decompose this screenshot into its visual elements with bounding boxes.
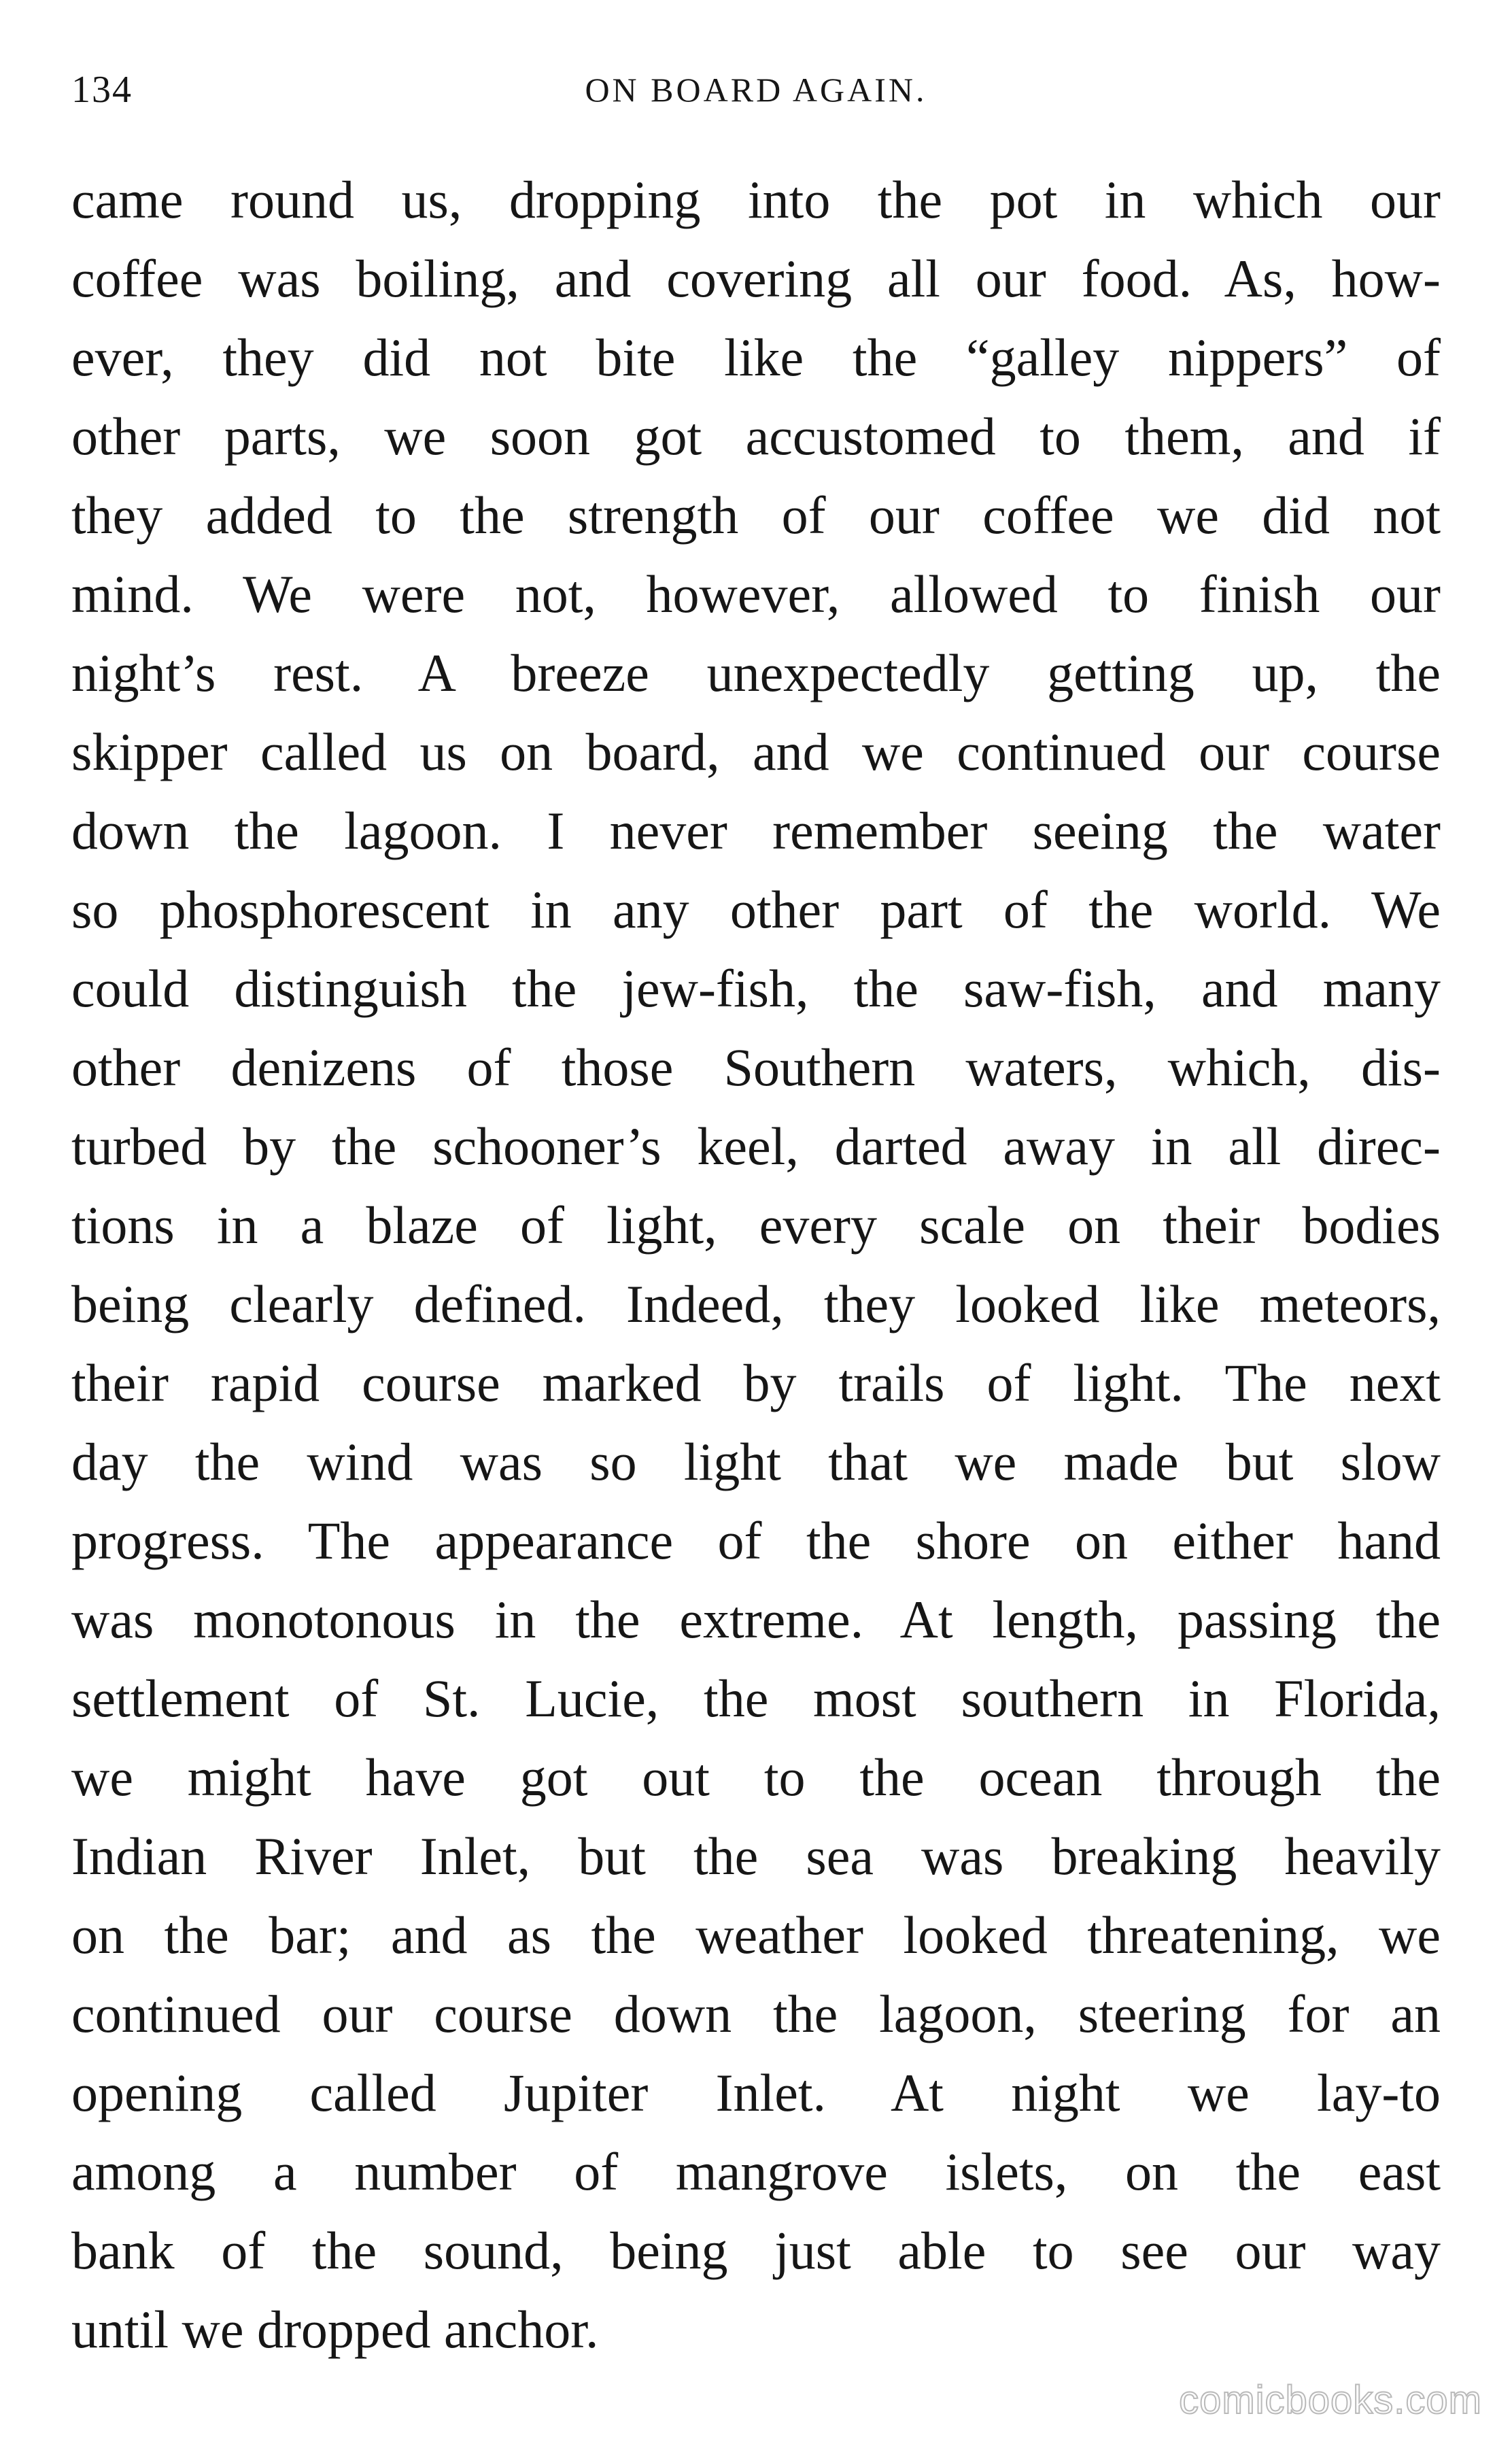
text-line: being clearly defined. Indeed, they looked like meteors, [71,1274,1441,1333]
text-line: we might have got out to the ocean through the [71,1748,1441,1807]
text-line: coffee was boiling, and covering all our food. As, how- [71,249,1441,308]
running-head: ON BOARD AGAIN. [585,71,927,109]
text-line: until we dropped anchor. [71,2300,599,2359]
text-line: could distinguish the jew-fish, the saw-fish, and many [71,959,1441,1018]
text-line: mind. We were not, however, allowed to finish our [71,564,1441,624]
body-text [71,160,1441,2369]
text-line: on the bar; and as the weather looked threatening, we [71,1905,1441,1965]
text-line: settlement of St. Lucie, the most southern in Florida, [71,1669,1441,1728]
text-line: night’s rest. A breeze unexpectedly getting up, the [71,643,1441,702]
text-line: came round us, dropping into the pot in which our [71,170,1441,229]
text-line: day the wind was so light that we made but slow [71,1432,1441,1491]
text-line: skipper called us on board, and we continued our course [71,722,1441,781]
text-line: ever, they did not bite like the “galley nippers” of [71,328,1441,387]
page-number: 134 [71,69,133,111]
text-line: turbed by the schooner’s keel, darted away in all direc- [71,1117,1441,1176]
text-line: other denizens of those Southern waters, which, dis- [71,1038,1441,1097]
text-line: bank of the sound, being just able to see our way [71,2221,1441,2280]
text-line: was monotonous in the extreme. At length, passing the [71,1590,1441,1649]
text-line: opening called Jupiter Inlet. At night we lay-to [71,2063,1441,2122]
text-line: other parts, we soon got accustomed to them, and if [71,407,1441,466]
text-line: they added to the strength of our coffee we did not [71,486,1441,545]
text-line: their rapid course marked by trails of light. The next [71,1353,1441,1412]
text-line: Indian River Inlet, but the sea was breaking heavily [71,1826,1441,1886]
text-line: among a number of mangrove islets, on the east [71,2142,1441,2201]
text-line: down the lagoon. I never remember seeing the water [71,801,1441,860]
text-line: progress. The appearance of the shore on either hand [71,1511,1441,1570]
text-line: so phosphorescent in any other part of the world. We [71,880,1441,939]
page-header [71,63,1441,117]
text-line: tions in a blaze of light, every scale on their bodies [71,1195,1441,1255]
text-line: continued our course down the lagoon, steering for an [71,1984,1441,2043]
watermark: comicbooks.com [1179,2378,1482,2422]
